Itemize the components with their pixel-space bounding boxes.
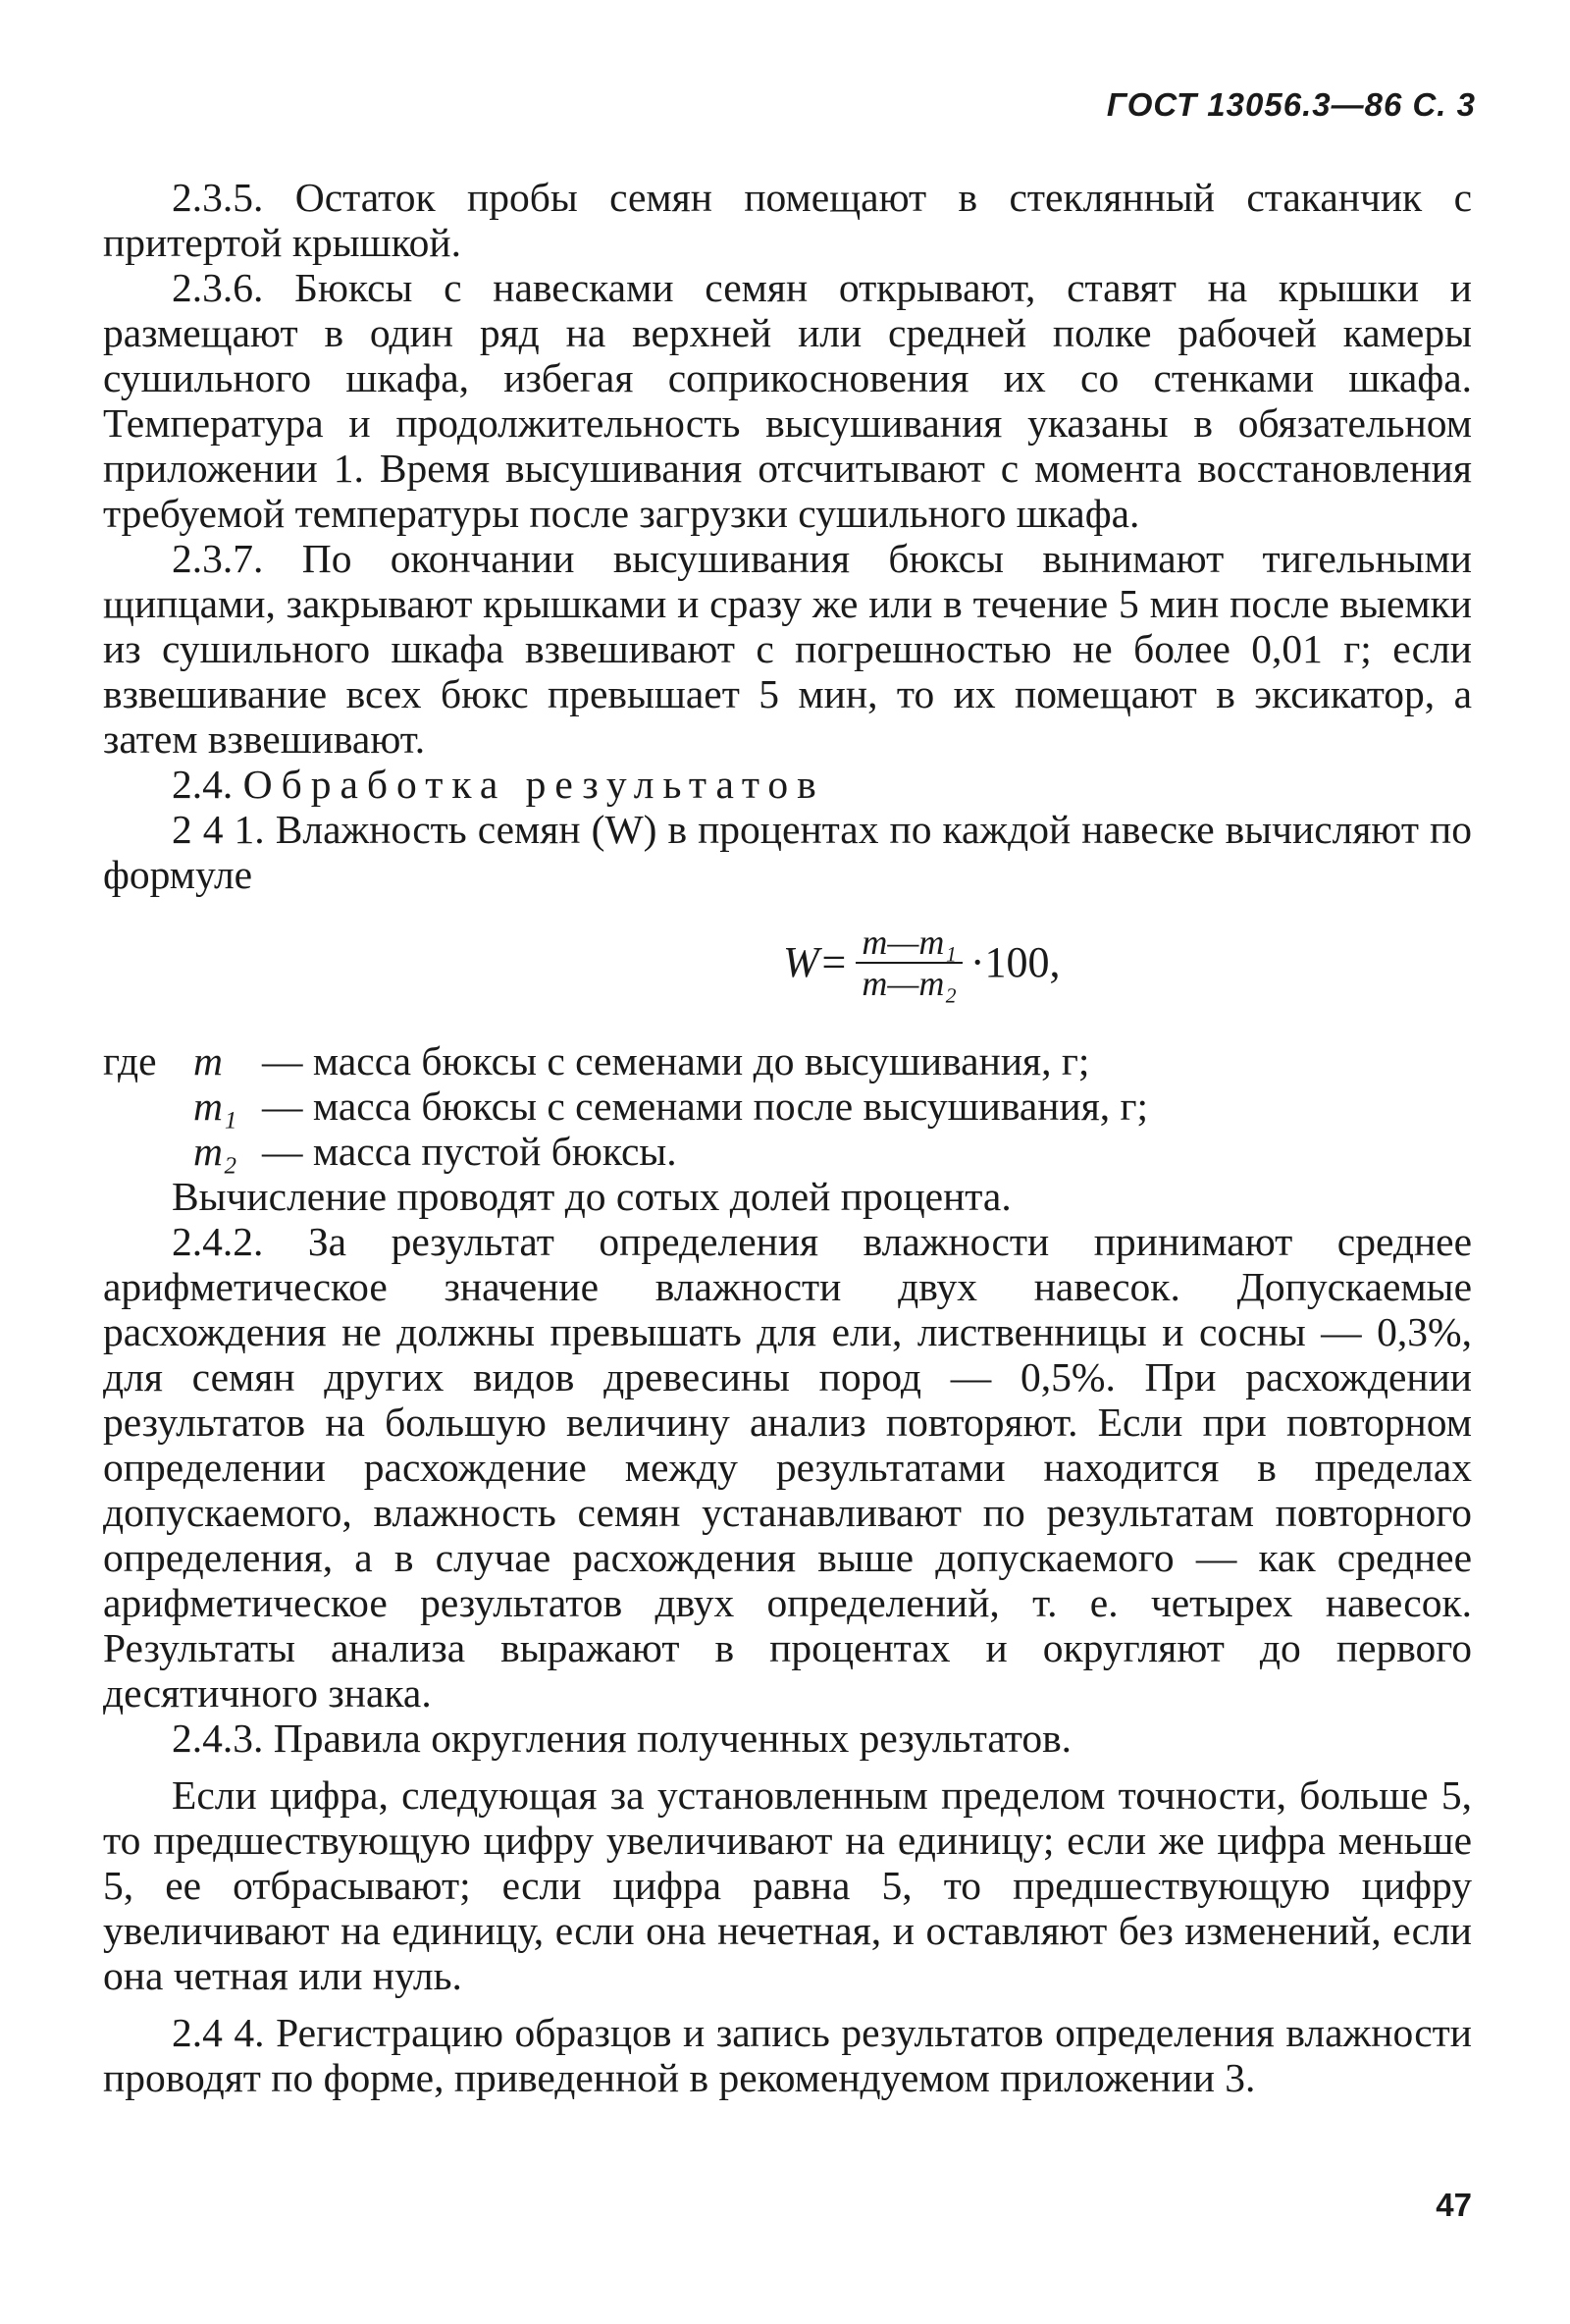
formula-definitions — [103, 1038, 1472, 1174]
formula-denominator: m—m₂ — [862, 964, 957, 1003]
definition-symbol: m₂ — [193, 1129, 237, 1174]
definition-text: — масса бюксы с семенами после высушивания, г; — [262, 1083, 1149, 1129]
section-number: 2.4. — [172, 762, 234, 807]
definition-symbol: m₁ — [193, 1083, 237, 1129]
moisture-formula — [103, 909, 1472, 1038]
definition-text: — масса бюксы с семенами до высушивания, г; — [262, 1038, 1090, 1083]
definition-row — [103, 1083, 1472, 1129]
definition-row — [103, 1129, 1472, 1174]
paragraph-2-3-6: 2.3.6. Бюксы с навесками семян открывают, ставят на крышки и размещают в один ряд на верхней или средней полке рабочей камеры сушильного шкафа, избегая соприкосновения их со стенками шкафа. Температура и продолжительность высушивания указаны в обязательном приложении 1. Время высушивания отсчитывают с момента восстановления требуемой температуры после загрузки сушильного шкафа. — [103, 265, 1472, 536]
paragraph-2-3-5: 2.3.5. Остаток пробы семян помещают в стеклянный стаканчик с притертой крышкой. — [103, 175, 1472, 265]
definition-row — [103, 1038, 1472, 1083]
paragraph-2-4-1: 2 4 1. Влажность семян (W) в процентах по каждой навеске вычисляют по формуле — [103, 807, 1472, 897]
section-title: Обработка результатов — [242, 762, 825, 807]
paragraph-rounding-rules: Если цифра, следующая за установленным пределом точности, больше 5, то предшествующую цифру увеличивают на единицу; если же цифра меньше 5, ее отбрасывают; если цифра равна 5, то предшествующую цифру увеличивают на единицу, если она нечетная, и оставляют без изменений, если она четная или нуль. — [103, 1772, 1472, 1998]
definition-symbol: m — [193, 1038, 223, 1083]
paragraph-2-4-4: 2.4 4. Регистрацию образцов и запись результатов определения влажности проводят по форме, приведенной в рекомендуемом приложении 3. — [103, 2010, 1472, 2100]
calculation-note: Вычисление проводят до сотых долей процента. — [172, 1174, 1012, 1219]
definition-text: — масса пустой бюксы. — [262, 1129, 677, 1174]
running-header: ГОСТ 13056.3—86 С. 3 — [1106, 86, 1476, 123]
paragraph-2-4-3: 2.4.3. Правила округления полученных результатов. — [172, 1716, 1073, 1761]
formula-numerator: m—m₁ — [856, 923, 963, 964]
document-body — [103, 175, 1472, 2100]
formula-fraction — [856, 923, 963, 1003]
formula-rhs: ·100, — [969, 938, 1061, 986]
section-heading-2-4 — [103, 762, 1472, 807]
page-number: 47 — [1436, 2187, 1472, 2223]
definition-lead: где — [103, 1038, 157, 1083]
paragraph-2-4-2: 2.4.2. За результат определения влажности принимают среднее арифметическое значение влажности двух навесок. Допускаемые расхождения не должны превышать для ели, лиственницы и сосны — 0,3%, для семян других видов древесины пород — 0,5%. При расхождении результатов на большую величину анализ повторяют. Если при повторном определении расхождение между результатами находится в пределах допускаемого, влажность семян устанавливают по результатам повторного определения, а в случае расхождения выше допускаемого — как среднее арифметическое результатов двух определений, т. е. четырех навесок. Результаты анализа выражают в процентах и округляют до первого десятичного знака. — [103, 1219, 1472, 1716]
paragraph-2-3-7: 2.3.7. По окончании высушивания бюксы вынимают тигельными щипцами, закрывают крышками и сразу же или в течение 5 мин после выемки из сушильного шкафа взвешивают с погрешностью не более 0,01 г; если взвешивание всех бюкс превышает 5 мин, то их помещают в эксикатор, а затем взвешивают. — [103, 536, 1472, 762]
formula-lhs: W= — [783, 938, 849, 986]
